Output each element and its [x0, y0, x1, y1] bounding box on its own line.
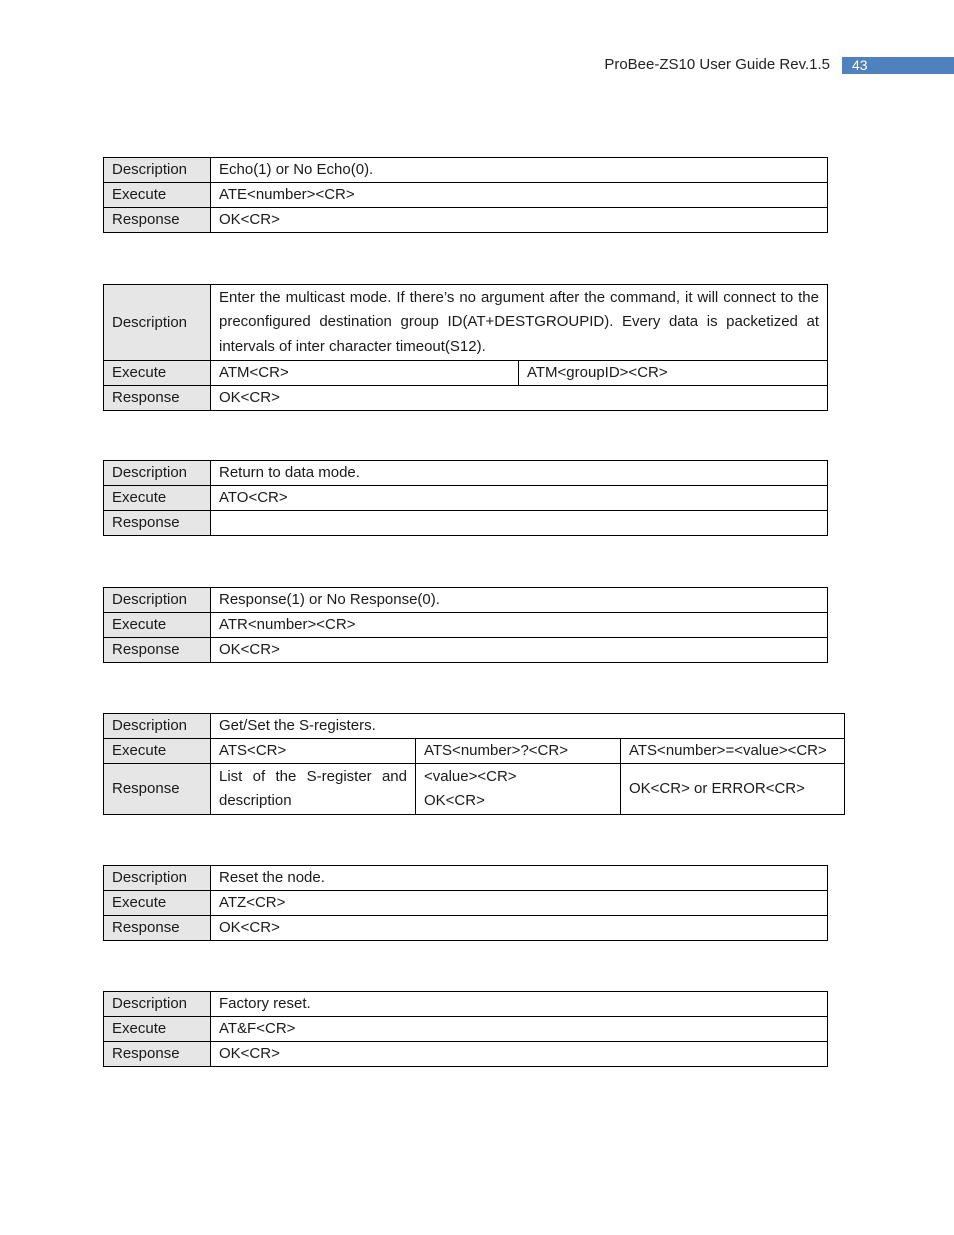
table-row: [104, 486, 828, 511]
table-row: [104, 588, 828, 613]
description-label: Description: [104, 714, 211, 739]
response-value: List of the S-register and description: [211, 764, 416, 815]
response-value: OK<CR>: [211, 638, 828, 663]
command-table-ato: [103, 460, 828, 536]
table-row: [104, 916, 828, 941]
table-row: [104, 714, 845, 739]
description-label: Description: [104, 461, 211, 486]
execute-value: ATE<number><CR>: [211, 183, 828, 208]
response-label: Response: [104, 386, 211, 411]
response-value: OK<CR>: [211, 1042, 828, 1067]
response-label: Response: [104, 511, 211, 536]
description-label: Description: [104, 285, 211, 361]
table-row: [104, 208, 828, 233]
table-row: [104, 285, 828, 361]
execute-value: ATS<number>?<CR>: [416, 739, 621, 764]
execute-label: Execute: [104, 361, 211, 386]
table-row: [104, 613, 828, 638]
table-row: [104, 1017, 828, 1042]
response-value: OK<CR> or ERROR<CR>: [621, 764, 845, 815]
response-line: <value><CR>: [424, 767, 517, 785]
execute-label: Execute: [104, 183, 211, 208]
table-row: [104, 386, 828, 411]
command-table-at-and-f: [103, 991, 828, 1067]
table-row: [104, 638, 828, 663]
execute-value: AT&F<CR>: [211, 1017, 828, 1042]
description-value: Echo(1) or No Echo(0).: [211, 158, 828, 183]
execute-value: ATS<CR>: [211, 739, 416, 764]
table-row: [104, 866, 828, 891]
description-value: Factory reset.: [211, 992, 828, 1017]
response-value: OK<CR>: [211, 916, 828, 941]
command-table-atr: [103, 587, 828, 663]
table-row: [104, 461, 828, 486]
execute-value: ATS<number>=<value><CR>: [621, 739, 845, 764]
command-table-ats: [103, 713, 845, 815]
response-label: Response: [104, 764, 211, 815]
command-table-ate: [103, 157, 828, 233]
page-number-badge: 43: [842, 57, 954, 74]
execute-value: ATR<number><CR>: [211, 613, 828, 638]
description-label: Description: [104, 866, 211, 891]
response-value: OK<CR>: [211, 208, 828, 233]
table-row: [104, 361, 828, 386]
table-row: [104, 891, 828, 916]
description-value: Reset the node.: [211, 866, 828, 891]
response-label: Response: [104, 208, 211, 233]
description-value: Enter the multicast mode. If there’s no argument after the command, it will connect to the preconfigured destination group ID(AT+DESTGROUPID). Every data is packetized at intervals of inter character timeout(S12).: [211, 285, 828, 361]
execute-value: ATO<CR>: [211, 486, 828, 511]
response-label: Response: [104, 638, 211, 663]
command-table-atm: [103, 284, 828, 411]
execute-label: Execute: [104, 613, 211, 638]
execute-value: ATZ<CR>: [211, 891, 828, 916]
execute-label: Execute: [104, 486, 211, 511]
description-value: Get/Set the S-registers.: [211, 714, 845, 739]
description-label: Description: [104, 158, 211, 183]
table-row: [104, 1042, 828, 1067]
execute-value: ATM<CR>: [211, 361, 519, 386]
description-label: Description: [104, 992, 211, 1017]
response-line: OK<CR>: [424, 792, 485, 809]
description-value: Response(1) or No Response(0).: [211, 588, 828, 613]
document-title: ProBee-ZS10 User Guide Rev.1.5: [604, 56, 830, 73]
table-row: [104, 511, 828, 536]
response-value: OK<CR>: [211, 386, 828, 411]
table-row: [104, 764, 845, 815]
response-value: [211, 511, 828, 536]
execute-label: Execute: [104, 1017, 211, 1042]
response-label: Response: [104, 916, 211, 941]
description-value: Return to data mode.: [211, 461, 828, 486]
table-row: [104, 183, 828, 208]
page-header: [0, 56, 954, 74]
response-value: [416, 764, 621, 815]
execute-label: Execute: [104, 739, 211, 764]
execute-label: Execute: [104, 891, 211, 916]
table-row: [104, 158, 828, 183]
table-row: [104, 739, 845, 764]
table-row: [104, 992, 828, 1017]
execute-value: ATM<groupID><CR>: [519, 361, 828, 386]
response-label: Response: [104, 1042, 211, 1067]
command-table-atz: [103, 865, 828, 941]
description-label: Description: [104, 588, 211, 613]
